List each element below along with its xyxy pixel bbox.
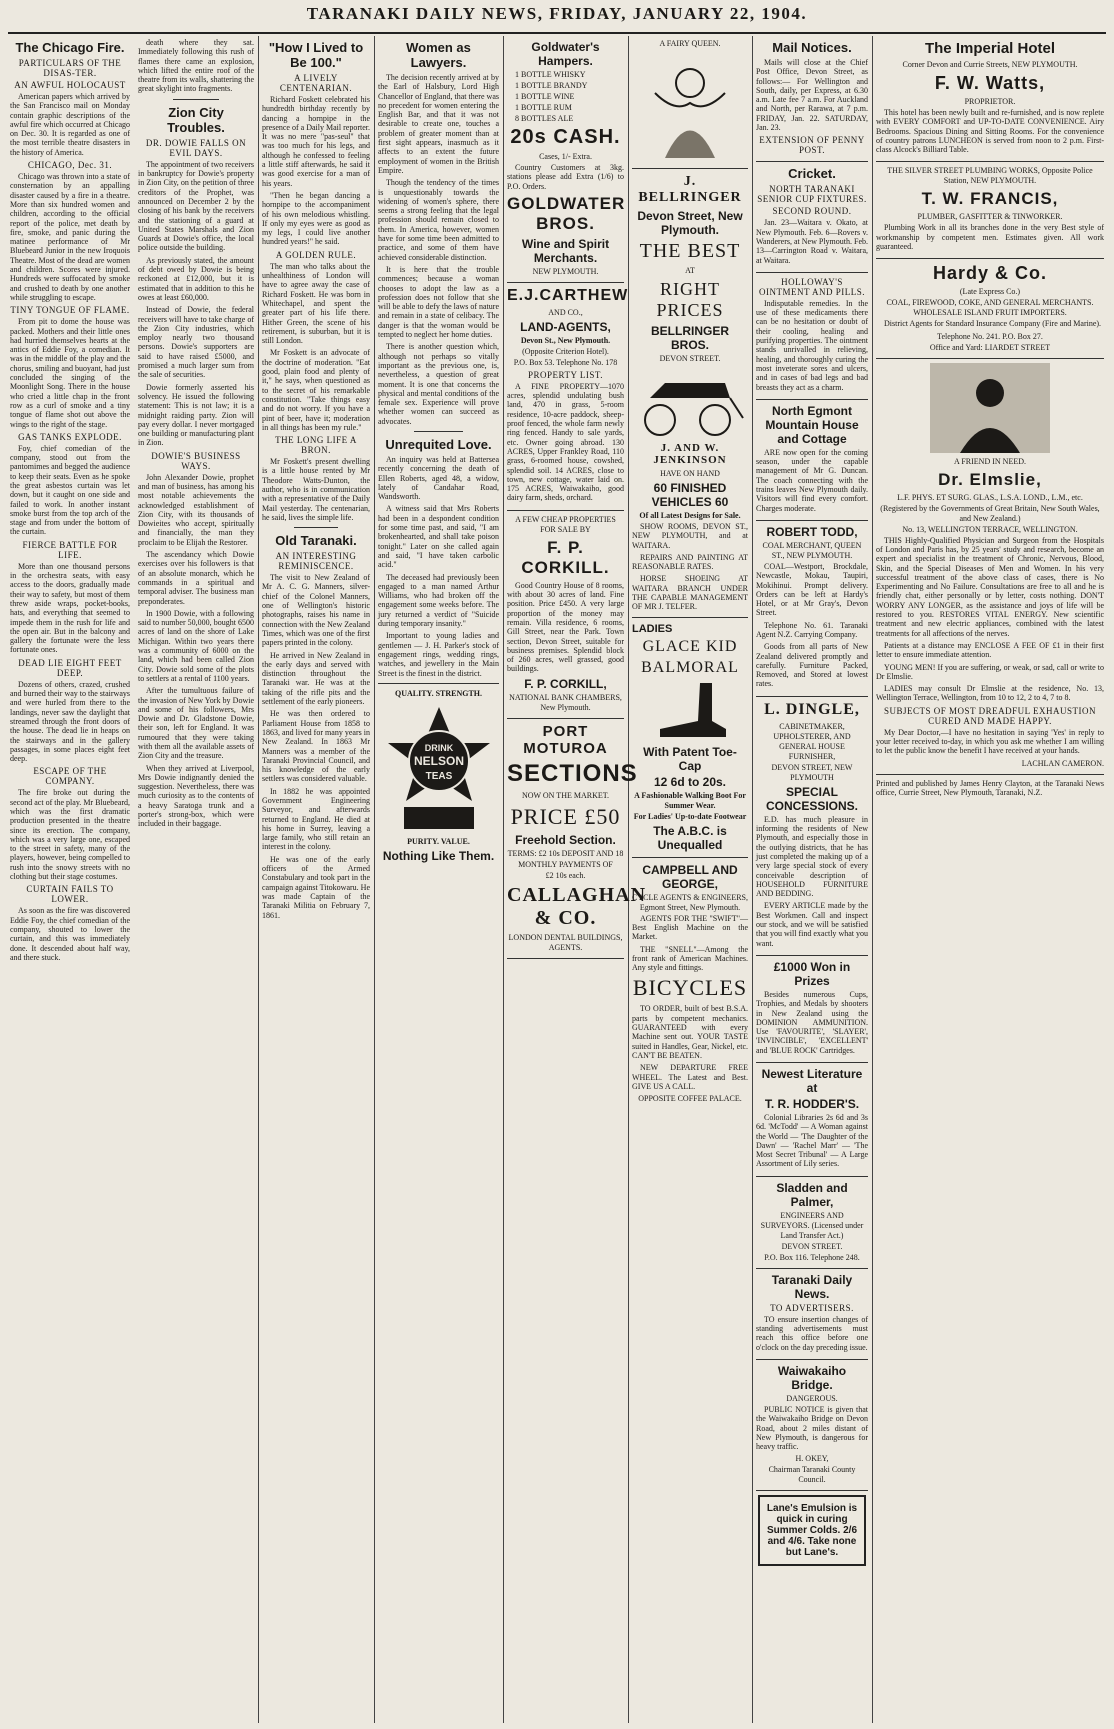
ad-price: 12 6d to 20s. xyxy=(653,774,727,789)
daily-news-notice xyxy=(756,1273,868,1360)
imperial-hotel-ad xyxy=(876,40,1104,162)
article-paragraph: He was one of the early officers of the Armed Constabulary and took part in the campaign against Titokowaru. He was made Captain of the Taranaki Militia on February 7, 1861. xyxy=(262,854,370,920)
ad-text: PROPRIETOR. xyxy=(964,97,1016,106)
nelson-ad-bottom: PURITY. VALUE. xyxy=(407,836,470,846)
ad-text: EVERY ARTICLE made by the Best Workmen. Call and inspect our stock, and we will be satisfied that you will find exactly what you want. xyxy=(756,901,868,948)
bellringer-address: Devon Street, New Plymouth. xyxy=(637,209,743,237)
divider xyxy=(378,683,499,684)
ad-text: CABINETMAKER, UPHOLSTERER, AND GENERAL HOUSE FURNISHER, xyxy=(773,721,851,761)
article-dateline: CHICAGO, Dec. 31. xyxy=(27,160,113,171)
ad-text: TO ensure insertion changes of standing advertisements must reach this office before one o'clock on the day preceding issue. xyxy=(756,1314,868,1352)
hardy-ad xyxy=(876,263,1104,358)
ad-brand: F. W. Watts, xyxy=(934,73,1046,93)
bicycles-label: BICYCLES xyxy=(632,975,748,1001)
ad-text: A Fashionable Walking Boot For Summer Wear. xyxy=(634,790,746,810)
ad-text: PUBLIC NOTICE is given that the Waiwakaiho Bridge on Devon Road, about 2 miles distant of New Plymouth, is dangerous for heavy traffic. xyxy=(756,1404,868,1452)
column-centenarian xyxy=(258,38,374,1723)
ad-text: THE SILVER STREET PLUMBING WORKS, Opposite Police Station, NEW PLYMOUTH. xyxy=(887,166,1093,186)
article-paragraph: He was then ordered to Parliament House from 1858 to 1863, and lived for many years in New Zealand. In 1863 Mr Manners was a member of the Taranaki Provincial Council, and his knowledge of the early settlers was considered valuable. xyxy=(262,709,370,784)
bellringer-bros-address: DEVON STREET. xyxy=(659,354,721,363)
article-paragraph: An inquiry was held at Battersea recently concerning the death of Ellen Roberts, aged 48, a widow, lately of Candahar Road, Wandsworth. xyxy=(378,454,499,502)
hamper-price: 20s CASH. xyxy=(510,126,621,148)
ad-title: North Egmont Mountain House and Cottage xyxy=(765,403,859,446)
ad-brand: Hardy & Co. xyxy=(932,263,1048,284)
article-paragraph: John Alexander Dowie, prophet and man of business, has among his most notable achievements the acknowledged establishment of Zion City, with its thousands of Dowieites who accept, spiritually and financially, the man they proclaim to be Elijah the Restorer. xyxy=(138,472,254,547)
ad-text: CYCLE AGENTS & ENGINEERS, Egmont Street, New Plymouth. xyxy=(632,892,748,912)
ad-signature: LACHLAN CAMERON. xyxy=(1021,758,1104,768)
ad-text: E.D. has much pleasure in informing the residents of New Plymouth, and especially those in the outlying districts, that he has just completed the making up of a very large special stock of every conceivable description of HOUSEHOLD FURNITURE AND BEDDING. xyxy=(756,814,868,899)
ad-text: Devon St., New Plymouth. xyxy=(520,335,611,345)
article-paragraph: He arrived in New Zealand in the early days and served with distinction throughout the Taranaki war. He was at the taking of the rifle pits and the settlement of the early pioneers. xyxy=(262,650,370,707)
ad-text: My Dear Doctor,—I have no hesitation in saying 'Yes' in reply to your letter received to-day, in which you ask me whether I am willing to let the public know the benefit I have received at your hands. xyxy=(876,727,1104,756)
article-paragraph: Jan. 23—Waitara v. Okato, at New Plymouth. Feb. 6—Rovers v. Wanderers, at New Plymouth. Feb. 13—Carrington Road v. Waitara, at Waitara. xyxy=(756,218,868,265)
article-paragraph: The deceased had previously been engaged to a man named Arthur Williams, who had broken off the engagement some weeks before. The jury returned a verdict of "Suicide during temporary insanity." xyxy=(378,572,499,629)
article-subheading: A LIVELY CENTENARIAN. xyxy=(279,73,353,93)
bellringer-bros: BELLRINGER BROS. xyxy=(651,324,729,352)
article-paragraph: More than one thousand persons in the orchestra seats, with easy access to the doors, gradually made their way to safety, but most of them threw aside wraps, pocket-books, hats, and everything that seemed to impede them in the rush for life and the open air. But in the balcony and gallery the fortunate were the less fortunate ones. xyxy=(10,561,130,655)
masthead-rule xyxy=(8,32,1106,34)
ad-text: Telephone No. 61. Taranaki Agent N.Z. Carrying Company. xyxy=(756,620,868,639)
ad-text: LAND-AGENTS, xyxy=(520,319,611,334)
article-paragraph: In 1882 he was appointed Government Engineering Surveyor, and afterwards returned to England. He died at his home in Surrey, leaving a large family, who still retain an interest in the colony. xyxy=(262,786,370,852)
ad-text: Goods from all parts of New Zealand delivered promptly and carefully. Furniture Packed, Removed, and Stored at lowest rates. xyxy=(756,642,868,689)
hamper-item: 1 BOTTLE BRANDY xyxy=(515,81,588,90)
hamper-item: 1 BOTTLE RUM xyxy=(515,103,572,112)
article-paragraph: Though the tendency of the times is unquestionably towards the widening of women's sphere, there seems a strong feeling that the legal profession should remain closed to them. In America, however, women have for some time been admitted to practice, and some of them have achieved considerable distinction. xyxy=(378,178,499,262)
ad-text: The A.B.C. is Unequalled xyxy=(653,823,727,852)
dingle-ad xyxy=(756,701,868,956)
ad-text: District Agents for Standard Insurance Company (Fire and Marine). xyxy=(884,319,1102,329)
ad-brand: F. P. CORKILL. xyxy=(521,537,610,577)
article-paragraph: When they arrived at Liverpool, Mrs Dowie indignantly denied the suggestion. Nevertheless, there was much curiosity as to the contents of a heavy Saratoga trunk and a porter's strong-box, which were included in their baggage. xyxy=(138,763,254,829)
best-label: THE BEST xyxy=(639,240,741,262)
article-paragraph: As previously stated, the amount of debt owed by Dowie is being reckoned at £12,000, but it is estimated that in addition to this he owes at least £60,000. xyxy=(138,255,254,302)
article-subheading: THE LONG LIFE A BRON. xyxy=(275,435,357,456)
ad-text: Freehold Section. xyxy=(515,832,616,847)
doctor-illustration-icon xyxy=(930,363,1050,453)
boot-illustration-icon xyxy=(650,681,730,741)
article-headline: Mail Notices. xyxy=(772,40,852,55)
article-paragraph: The decision recently arrived at by the Earl of Halsbury, Lord High Chancellor of England, that there was no precedent for women entering the English Bar, and that it was not desirable to create one, touches a problem of greater moment than at first sight appears, inasmuch as it affects to an extent the future employment of women in the British Empire. xyxy=(378,73,499,175)
ad-text: TO ORDER, built of best B.S.A. parts by competent mechanics. GUARANTEED with every Machine sent out. YOUR TASTE suited in Handles, Gear, Nickel, etc. CAN'T BE BEATEN. xyxy=(632,1004,748,1060)
column-ads-b xyxy=(628,38,752,1723)
ad-text: TERMS: £2 10s DEPOSIT AND 18 xyxy=(507,848,624,858)
column-ads-a xyxy=(503,38,647,1723)
ad-text: Plumbing Work in all its branches done in the very Best style of workmanship by competent men. Estimates given. All work guaranteed. xyxy=(876,223,1104,252)
column-ads-c xyxy=(752,38,872,1723)
ad-text: DANGEROUS. xyxy=(786,1393,838,1403)
article-paragraph: The visit to New Zealand of Mr A. C. G. Manners, silver-chief of the Colonel Manners, one of Wellington's historic photographs, raises his name in connection with the New Zealand Times, which was one of the first papers printed in the colony. xyxy=(262,573,370,648)
ad-title: Taranaki Daily News. xyxy=(771,1272,853,1301)
article-paragraph: American papers which arrived by the San Francisco mail on Monday contain graphic descriptions of the awful fire which occurred at Chicago on Dec. 30. It is regarded as one of the most terrible theatre disasters in the history of America. xyxy=(10,92,130,157)
ad-subheading: SUBJECTS OF MOST DREADFUL EXHAUSTION CURED AND MADE HAPPY. xyxy=(883,705,1097,726)
ad-text: SHOW ROOMS, DEVON ST., NEW PLYMOUTH, and at WAITARA. xyxy=(632,522,748,550)
article-subheading: ESCAPE OF THE COMPANY. xyxy=(33,766,107,787)
divider xyxy=(294,527,337,528)
port-moturoa-ad xyxy=(507,722,647,959)
article-subheading: AN INTERESTING REMINISCENCE. xyxy=(275,551,357,572)
ad-text: With Patent Toe-Cap xyxy=(643,744,737,773)
vehicle-illustration-icon xyxy=(635,368,745,438)
ad-text: SPECIAL CONCESSIONS. xyxy=(765,784,858,813)
ad-text: Country Customers at 3kg. stations please add Extra (1/6) to P.O. Orders. xyxy=(507,163,624,191)
ad-brand: PORT MOTUROA xyxy=(523,722,608,757)
divider xyxy=(632,857,748,858)
nelson-brand: NELSON xyxy=(413,753,464,768)
corkill-ad xyxy=(507,515,624,719)
ad-text: LADIES may consult Dr Elmslie at the residence, No. 13, Wellington Terrace, Wellington, from 10 to 12, 2 to 4, 7 to 8. xyxy=(876,684,1104,703)
campbell-title: CAMPBELL AND GEORGE, xyxy=(642,862,738,891)
ad-brand: SECTIONS xyxy=(507,759,638,787)
article-paragraph: The ascendancy which Dowie exercises over his followers is that of an absolute monarch, which he commands in a spiritual and temporal adviser. The business man preponderates. xyxy=(138,550,254,606)
article-subheading: SECOND ROUND. xyxy=(772,206,852,217)
ad-text: NOW ON THE MARKET. xyxy=(521,790,610,800)
ad-text: A FRIEND IN NEED. xyxy=(954,456,1026,466)
todd-ad xyxy=(756,525,868,697)
ad-text: YOUNG MEN! If you are suffering, or weak, or sad, call or write to Dr Elmslie. xyxy=(876,662,1104,681)
ad-title: The Imperial Hotel xyxy=(924,40,1056,57)
column-zion-city xyxy=(134,38,258,1723)
ad-brand: CALLAGHAN & CO. xyxy=(507,883,647,929)
article-paragraph: It is here that the trouble commences; because a woman chooses to adopt the law as a profession does not follow that she will be able to defy the laws of nature and remain in a state of celibacy. The danger is that the woman would be tempted to neglect her home duties. xyxy=(378,264,499,340)
masthead-title: TARANAKI DAILY NEWS, FRIDAY, JANUARY 22, 1904. xyxy=(306,4,808,23)
ad-title: £1000 Won in Prizes xyxy=(773,959,851,988)
ladies-label: LADIES xyxy=(632,622,673,635)
article-paragraph: death where they sat. Immediately following this rush of flames there came an explosion, which lifted the entire roof of the theatre from its walls, shattering the great skylight into fragments. xyxy=(138,38,254,94)
ad-text: NEW DEPARTURE FREE WHEEL. The Latest and Best. GIVE US A CALL. xyxy=(632,1063,748,1091)
ad-text: Besides numerous Cups, Trophies, and Medals by shooters in New Zealand using the DOMINION AMMUNITION. Use 'FAVOURITE', 'SLAYER', 'INVINCIBLE', 'EXCELLENT' and 'BLUE ROCK' Cartridges. xyxy=(756,989,868,1055)
nelson-drink: DRINK xyxy=(424,742,453,753)
article-paragraph: The fire broke out during the second act of the play. Mr Bluebeard, which was the first dramatic production presented in the theatre since its erection. The company, which was a very large one, escaped to the street in safety, many of the players, however, being compelled to rush into the snowy streets with no clothing but their stage costumes. xyxy=(10,788,130,882)
article-paragraph: Indisputable remedies. In the use of these medicaments there can be no hesitation or doubt of their cooling, healing and purifying properties. The ointment stands unrivalled in relieving, healing, and thoroughly curing the most inveterate sores and ulcers, and in cases of bad legs and bad breasts they act as a charm. xyxy=(756,298,868,392)
ad-text: COAL MERCHANT, QUEEN ST., NEW PLYMOUTH. xyxy=(762,540,862,560)
article-subheading: DR. DOWIE FALLS ON EVIL DAYS. xyxy=(145,137,247,158)
at-label: AT xyxy=(685,266,695,275)
ad-text: Chairman Taranaki County Council. xyxy=(768,1465,856,1485)
prize-ad xyxy=(756,960,868,1063)
ad-text: MONTHLY PAYMENTS OF xyxy=(518,859,613,869)
article-headline: "How I Lived to Be 100." xyxy=(268,40,364,70)
column-chicago-fire xyxy=(6,38,134,1723)
literature-ad xyxy=(756,1067,868,1177)
ad-text: Corner Devon and Currie Streets, NEW PLYMOUTH. xyxy=(902,60,1078,69)
article-paragraph: Mr Foskett is an advocate of the doctrine of moderation. "Eat good, plain food and plenty of it," he says, when questioned as to the secret of his remarkable constitution. "Take things easy and do not worry. If you have a pint of beer, have it; moderation in all things has been my rule." xyxy=(262,348,370,432)
mail-notices xyxy=(756,40,868,162)
article-paragraph: From pit to dome the house was packed. Mothers and their little ones had hurried themselves hearts at the antics of Eddie Foy, a comedian. It was in the middle of the play and the chorus, smiling and buoyant, had just concluded the singing of the Moonlight Song. There in the house who cried a little chap in the front row as a curl of smoke and a tiny tongue of flame shot out above the wings to the right of the stage. xyxy=(10,317,130,429)
ad-text: (Opposite Criterion Hotel). xyxy=(522,346,609,356)
article-headline: Unrequited Love. xyxy=(385,436,492,452)
article-paragraph: As soon as the fire was discovered Eddie Foy, the chief comedian of the company, shouted to lower the curtain, and this was immediately done. It descended about half way, and there stuck. xyxy=(10,906,130,962)
article-subheading: EXTENSION OF PENNY POST. xyxy=(759,135,865,156)
ad-text: THIS Highly-Qualified Physician and Surgeon from the Hospitals of London and Paris has, by 25 years' study and research, become an expert and specialist in the treatment of Chronic, Nervous, Blood, Skin, and the Special Diseases of Men and Women. In his very successful treatment of the above class of cases, there is No Experimenting and No Failure. Consultations are free to all and he is friendly chat, either personally or by letter, costs nothing. DON'T WORRY ANY LONGER, as the assistance and joys of life will be restored to you. RESTORES VITAL ENERGY. New scientific treatment and new electric appliances, combined with the latest treatments for all affections of the nerves. xyxy=(876,535,1104,638)
ad-title: T. R. HODDER'S. xyxy=(764,1097,860,1111)
ad-text: (Registered by the Governments of Great Britain, New South Wales, and New Zealand.) xyxy=(880,503,1100,523)
article-paragraph: Instead of Dowie, the federal receivers will have to take charge of the Zion City industries, which employ nearly two thousand persons. Dowie's supporters are said to have raised £5000, and promised a much larger sum from the sale of securities. xyxy=(138,305,254,380)
article-paragraph: In 1900 Dowie, with a following said to number 50,000, bought 6500 acres of land on the shore of Lake Michigan. Within two years there was a community of 6000 on the land, which had been called Zion City. Dowie sold some of the plots to settlers at a rental of 1100 years. xyxy=(138,608,254,683)
ad-text: 60 FINISHED VEHICLES 60 xyxy=(651,481,729,509)
fairy-queen-illustration-icon xyxy=(635,53,745,163)
ad-text: For Ladies' Up-to-date Footwear xyxy=(633,811,747,821)
article-paragraph: Foy, chief comedian of the company, stood out from the pantomimes and begged the audience to keep their seats. Even as he spoke the great asbestos curtain was let down, but it caught on one side and failed to work. In another instant smoke burst from the top arch of the stage and from under the bottom of the curtain. xyxy=(10,443,130,537)
nelson-ad-top: QUALITY. STRENGTH. xyxy=(394,688,483,698)
ad-text: P.O. Box 53. Telephone No. 178 xyxy=(513,357,618,367)
ad-text: AND CO., xyxy=(548,307,583,317)
ad-subheading: PROPERTY LIST. xyxy=(528,369,603,380)
hamper-item: 1 BOTTLE WHISKY xyxy=(515,70,586,79)
article-paragraph: Mails will close at the Chief Post Office, Devon Street, as follows:— For Wellington and South, daily, per Express, at 6.30 a.m. Late fee 7 a.m. For Auckland and North, per Rarawa, at 7 p.m. FRIDAY, Jan. 22. SATURDAY, Jan. 23. xyxy=(756,58,868,133)
ad-title: Sladden and Palmer, xyxy=(776,1180,848,1209)
nelson-tagline: Nothing Like Them. xyxy=(382,848,495,863)
waiwakaiho-notice xyxy=(756,1364,868,1491)
article-paragraph: "Then he began dancing a hornpipe to the accompaniment of his own melodious whistling. If only my eyes were as good as my legs, I could live another hundred years!" he said. xyxy=(262,190,370,247)
ad-brand: GOLDWATER BROS. xyxy=(507,193,626,233)
article-subheading: FIERCE BATTLE FOR LIFE. xyxy=(22,539,118,560)
balmoral: BALMORAL xyxy=(641,658,739,676)
divider xyxy=(173,99,219,100)
north-egmont-ad xyxy=(756,404,868,521)
ad-price: PRICE £50 xyxy=(510,803,621,829)
holloway-ad xyxy=(756,277,868,400)
ad-text: COAL, FIREWOOD, COKE, AND GENERAL MERCHANTS. WHOLESALE ISLAND FRUIT IMPORTERS. xyxy=(886,298,1094,318)
ad-text: L.F. PHYS. ET SURG. GLAS., L.S.A. LOND., L.M., etc. xyxy=(897,492,1083,502)
ad-text: HORSE SHOEING AT WAITARA BRANCH UNDER THE CAPABLE MANAGEMENT OF MR J. TELFER. xyxy=(632,574,748,612)
ad-text: Office and Yard: LIARDET STREET xyxy=(929,342,1051,352)
fairy-caption: A FAIRY QUEEN. xyxy=(659,39,721,48)
cricket-notice xyxy=(756,166,868,272)
ad-brand: L. DINGLE, xyxy=(764,700,860,718)
article-paragraph: Important to young ladies and gentlemen — J. H. Parker's stock of engagement rings, wedding rings, watches, and jewellery in the Main Street is the finest in the district. xyxy=(378,631,499,678)
ad-title: Goldwater's Hampers. xyxy=(531,40,600,68)
ad-title: ROBERT TODD, xyxy=(766,524,858,539)
divider xyxy=(632,617,748,618)
column-ads-d xyxy=(872,38,1108,1723)
ad-text: PLUMBER, GASFITTER & TINWORKER. xyxy=(917,212,1063,222)
article-headline: The Chicago Fire. xyxy=(15,40,125,55)
ad-text: P.O. Box 116. Telephone 248. xyxy=(764,1252,860,1262)
right-prices-label: RIGHT PRICES xyxy=(656,279,724,320)
article-subheading: PARTICULARS OF THE DISAS-TER. xyxy=(18,58,122,78)
ad-text: Cases, 1/- Extra. xyxy=(539,152,592,161)
ad-text: NEW PLYMOUTH. xyxy=(532,266,599,276)
ad-brand: Dr. Elmslie, xyxy=(938,469,1042,489)
article-subheading: DOWIE'S BUSINESS WAYS. xyxy=(151,450,241,471)
ad-text: DEVON STREET, NEW PLYMOUTH xyxy=(771,762,853,782)
lanes-emulsion-ad xyxy=(758,1495,866,1566)
nelson-tea-star-icon xyxy=(384,703,494,833)
article-paragraph: Dowie formerly asserted his solvency. He issued the following statement: This is not law; it is a midnight raiding party. Zion will pay every dollar. I never mortgaged one building or manufacturing plant in Zion. xyxy=(138,382,254,448)
article-subheading: GAS TANKS EXPLODE. xyxy=(18,431,122,442)
divider xyxy=(632,168,748,169)
hamper-item: 8 BOTTLES ALE xyxy=(515,114,574,123)
article-headline: Women as Lawyers. xyxy=(406,40,471,70)
ad-text: HAVE ON HAND xyxy=(660,469,720,478)
article-subheading: TINY TONGUE OF FLAME. xyxy=(10,305,130,316)
article-paragraph: Dozens of others, crazed, crushed and burned their way to the stairways and were hurled from there to the landings, never saw the daylight that streamed through the front doors of the house. The dead lie in heaps on the stairways and in the gallery passages, in some places eight feet deep. xyxy=(10,679,130,764)
article-subheading: AN AWFUL HOLOCAUST xyxy=(14,80,126,90)
ad-text: ARE now open for the coming season, under the capable management of Mr G. Duncan. The coach connecting with the trains leaves New Plymouth daily. Visitors will find every comfort. Charges moderate. xyxy=(756,447,868,513)
article-subheading: NORTH TARANAKI SENIOR CUP FIXTURES. xyxy=(757,184,867,205)
ad-text: ENGINEERS AND SURVEYORS. (Licensed under Land Transfer Act.) xyxy=(760,1210,864,1240)
ad-text: A FEW CHEAP PROPERTIES FOR SALE BY xyxy=(515,514,616,534)
ad-text: F. P. CORKILL, xyxy=(524,676,607,691)
ad-text: A FINE PROPERTY—1070 acres, splendid undulating bush land, 470 in grass, 5-room residence, 10-acre paddock, sheep-proof fenced, the whole farm newly ring fenced. Handy to sale yards, etc. Owner going abroad. 130 ACRES, Upper Frankley Road, 110 grass, 6-roomed house, cowshed, splendid soil. 14 ACRES, close to town, new cottage, water laid on. 175 ACRES, Waiwakaiho, good dairy farm, sheds, orchard. xyxy=(507,381,624,503)
ad-text: £2 10s each. xyxy=(545,870,586,880)
goldwater-ad xyxy=(507,40,624,283)
elmslie-ad xyxy=(876,363,1104,775)
ad-brand: T. W. FRANCIS, xyxy=(921,189,1059,209)
article-paragraph: Chicago was thrown into a state of consternation by an appalling disaster caused by a fire in a theatre. More than six hundred women and children, according to the official report of the police, met death by fire, smoke, and panic during the matinee performance of Mr Bluebeard Junior in the new Iroquois Theatre. Most of the dead are women and children. Scores were injured. Hundreds were suffocated by smoke and crushed to death by one another while struggling to escape. xyxy=(10,172,130,302)
article-subheading: HOLLOWAY'S OINTMENT AND PILLS. xyxy=(758,276,866,297)
ad-brand: E.J.CARTHEW xyxy=(507,286,629,304)
nelson-teas: TEAS xyxy=(425,770,452,782)
ad-text: No. 13, WELLINGTON TERRACE, WELLINGTON. xyxy=(902,524,1078,534)
ad-text: H. OKEY, xyxy=(795,1454,829,1464)
jenkinson-title: J. AND W. JENKINSON xyxy=(653,442,727,466)
ad-subheading: TO ADVERTISERS. xyxy=(770,1302,854,1313)
article-subheading: A GOLDEN RULE. xyxy=(275,249,357,260)
article-paragraph: After the tumultuous failure of the invasion of New York by Dowie and some of his followers, Mrs Dowie and Dr. Gladstone Dowie, their son, left for England. It was rumoured that they were taking with them all the available assets of Zion City and the treasure. xyxy=(138,686,254,761)
ad-text: Telephone No. 241. P.O. Box 27. xyxy=(937,331,1043,341)
article-headline: Cricket. xyxy=(788,166,836,182)
article-paragraph: A witness said that Mrs Roberts had been in a despondent condition for some time past, and said, "I am brokenhearted, and shall take poison tonight." Later on she called again and said, "I have taken carbolic acid." xyxy=(378,504,499,570)
hamper-item: 1 BOTTLE WINE xyxy=(515,92,575,101)
article-paragraph: Mr Foskett's present dwelling is a little house rented by Mr Theodore Watts-Dunton, the author, who is in communication with a representative of the Daily Mail yesterday. The centenarian, he said, lives the simple life. xyxy=(262,457,370,522)
francis-ad xyxy=(876,166,1104,259)
bellringer-title: J. BELLRINGER xyxy=(638,174,742,205)
ad-text: OPPOSITE COFFEE PALACE. xyxy=(638,1094,742,1104)
column-women-lawyers xyxy=(374,38,503,1723)
ad-text: (Late Express Co.) xyxy=(959,287,1021,297)
ad-text: Patients at a distance may ENCLOSE A FEE OF £1 in their first letter to ensure immediate attention. xyxy=(876,640,1104,660)
article-paragraph: Richard Foskett celebrated his hundredth birthday recently by dancing a hornpipe in the presence of a Daily Mail reporter. It was no mere "pas-seul" that was too much for his legs, and although he confessed to feeling a little stiff afterwards, he said it was good exercise for a man of his years. xyxy=(262,95,370,188)
divider xyxy=(414,431,462,432)
article-paragraph: The appointment of two receivers in bankruptcy for Dowie's property in Zion City, on the petition of three creditors of the Prophet, was announced on December 2 by the closing of his bank by the receivers and the stationing of a guard at United States Marshals and Zion Guards at Dowie's office, the local police outside the building. xyxy=(138,159,254,253)
article-headline: Old Taranaki. xyxy=(275,533,357,549)
ad-text: LONDON DENTAL BUILDINGS, AGENTS. xyxy=(508,932,623,952)
ad-text: COAL—Westport, Brockdale, Newcastle, Mokau, Taupiri, Mokihinui. Prompt delivery. Orders can be left at Hardy's Hotel, or at Mr Gray's, Devon Street. xyxy=(756,561,868,618)
article-headline: Zion City Troubles. xyxy=(167,104,225,135)
sladden-ad xyxy=(756,1181,868,1269)
ad-title: Waiwakaiho Bridge. xyxy=(777,1363,847,1392)
article-paragraph: There is another question which, although not perhaps so vitally important as the previous one, is, nevertheless, a question of great moment. It is one that concerns the physical and mental conditions of the female sex. Experience will prove whether women can succeed as advocates. xyxy=(378,342,499,426)
ad-text: This hotel has been newly built and re-furnished, and is now replete with EVERY COMFORT and UP-TO-DATE CONVENIENCE. Airy Bedrooms. Spacious Dining and Sitting Rooms. For the convenience of country patrons LUNCHEON is served from noon to 2 p.m. First-class Alcock's Billiard Table. xyxy=(876,108,1104,155)
glace-kid: GLACE KID xyxy=(642,637,738,655)
imprint: Printed and published by James Henry Clayton, at the Taranaki News office, Currie Street, New Plymouth, Taranaki, N.Z. xyxy=(876,778,1104,797)
ad-text: AGENTS FOR THE "SWIFT"—Best English Machine on the Market. xyxy=(632,913,748,942)
article-paragraph: The man who talks about the unhealthiness of London will have to agree away the case of Richard Foskett. He was born in Whitechapel, and spent the greater part of his life there. Hither Green, the scene of his retirement, is suburban, but it is still London. xyxy=(262,261,370,346)
article-subheading: CURTAIN FAILS TO LOWER. xyxy=(26,884,114,905)
ad-text: Lane's Emulsion is quick in curing Summer Colds. 2/6 and 4/6. Take none but Lane's. xyxy=(766,1503,858,1559)
ad-text: DEVON STREET. xyxy=(781,1241,843,1251)
carthew-ad xyxy=(507,286,629,511)
article-subheading: DEAD LIE EIGHT FEET DEEP. xyxy=(18,657,122,678)
ad-title: Newest Literature at xyxy=(761,1067,863,1095)
ad-text: REPAIRS AND PAINTING AT REASONABLE RATES. xyxy=(632,552,748,572)
ad-text: THE "SNELL"—Among the front rank of American Machines. Any style and fittings. xyxy=(632,944,748,973)
ad-text: Colonial Libraries 2s 6d and 3s 6d. 'McTodd' — A Woman against the World — 'The Daughter of the Dawn' — 'Rachel Marr' — 'The Most Secret Tribunal' — A Large Assortment of Lily series. xyxy=(756,1113,868,1169)
ad-text: Wine and Spirit Merchants. xyxy=(521,236,610,265)
ad-text: NATIONAL BANK CHAMBERS, New Plymouth. xyxy=(509,692,622,712)
ad-text: Good Country House of 8 rooms, with about 30 acres of land. Fine position. Price £450. A very large proportion of the money may remain. Villa residence, 6 rooms, Gill Street, near the Park. Town section, Devon Street, suitable for business premises. Splendid block of 260 acres, well grassed, good buildings. xyxy=(507,580,624,674)
ad-text: Of all Latest Designs for Sale. xyxy=(639,511,741,520)
